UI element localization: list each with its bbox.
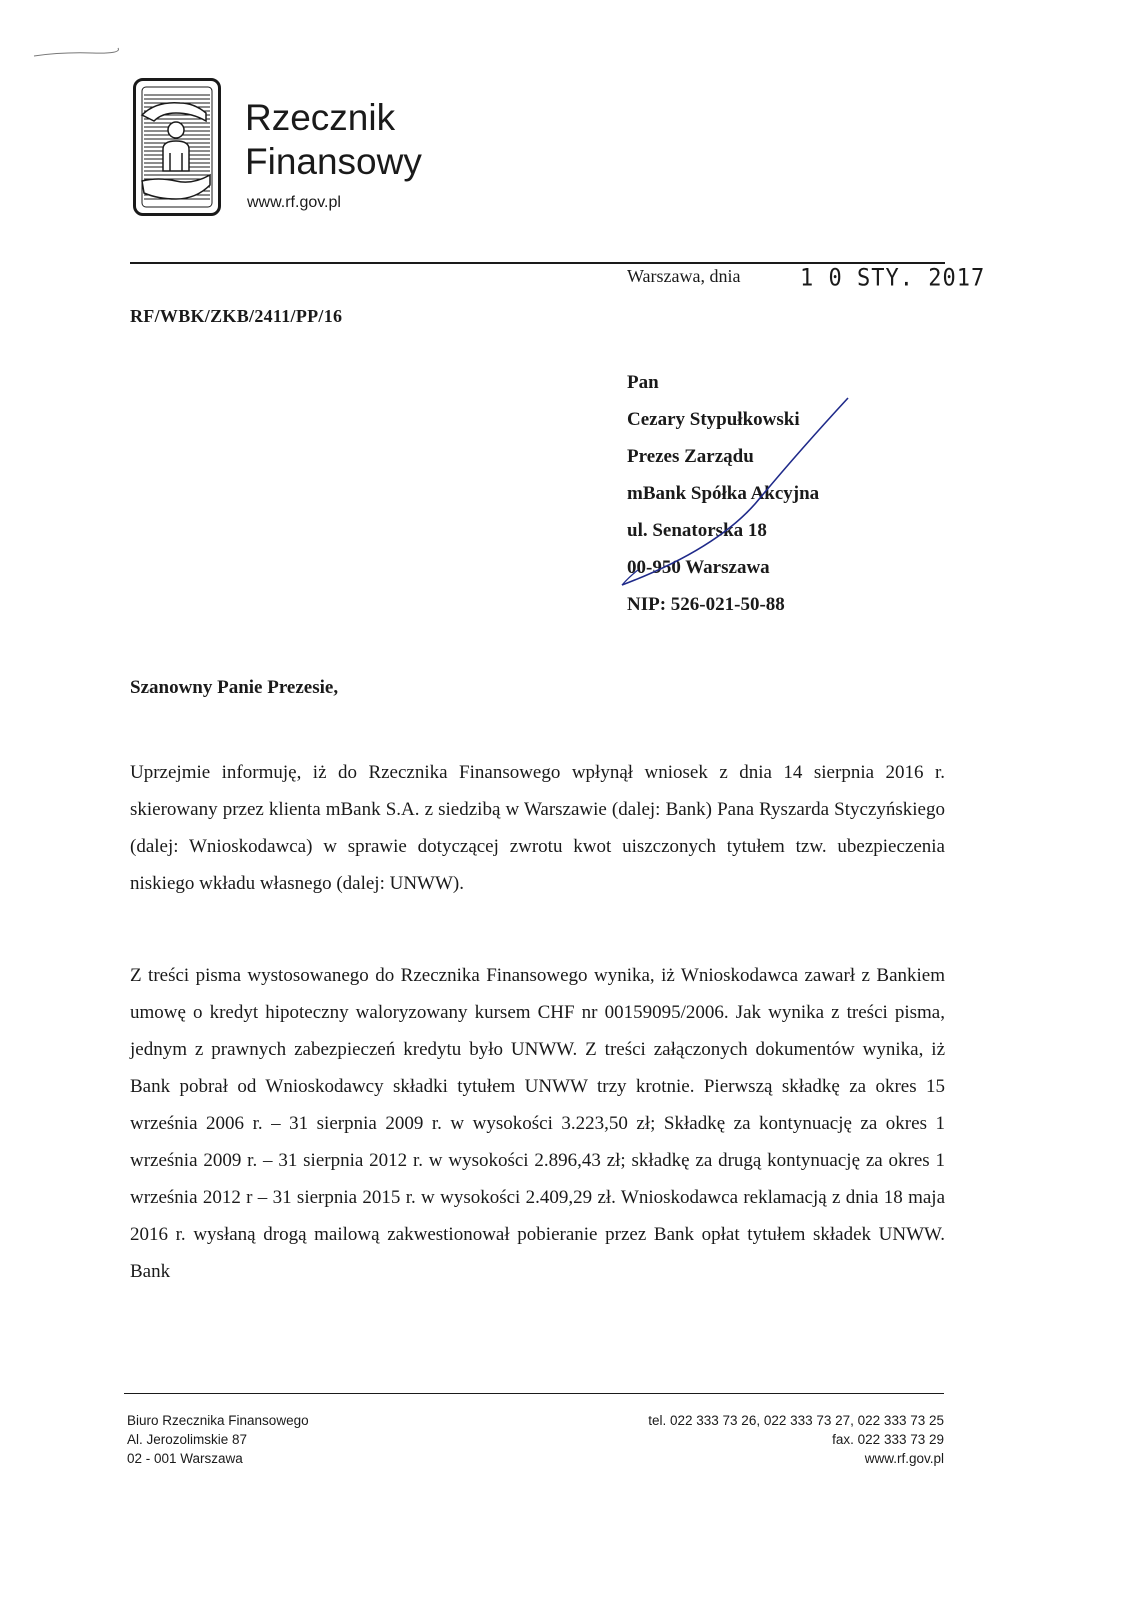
salutation: Szanowny Panie Prezesie, (130, 677, 339, 698)
footer-line: Biuro Rzecznika Finansowego (127, 1413, 309, 1428)
body-paragraph-2: Z treści pisma wystosowanego do Rzecznika Finansowego wynika, iż Wnioskodawca zawarł z Bankiem umowę o kredyt hipoteczny waloryzowany kursem CHF nr 00159095/2006. Jak wynika z treści pisma, jednym z prawnych zabezpieczeń kredytu było UNWW. Z treści załączonych dokumentów wynika, iż Bank pobrał od Wnioskodawcy składki tytułem UNWW trzy krotnie. Pierwszą składkę za okres 15 września 2006 r. – 31 sierpnia 2009 r. w wysokości 3.223,50 zł; Składkę za kontynuację za okres 1 września 2009 r. – 31 sierpnia 2012 r. w wysokości 2.896,43 zł; składkę za drugą kontynuację za okres 1 września 2012 r – 31 sierpnia 2015 r. w wysokości 2.409,29 zł. Wnioskodawca reklamacją z dnia 18 maja 2016 r. wysłaną drogą mailową zakwestionował pobieranie przez Bank opłat tytułem składek UNWW. Bank (130, 965, 945, 1282)
logo-emblem (133, 78, 221, 216)
date-label: Warszawa, dnia (627, 266, 741, 286)
recipient-line: Pan (627, 372, 659, 393)
recipient-line: NIP: 526-021-50-88 (627, 594, 785, 615)
recipient-line: ul. Senatorska 18 (627, 520, 767, 541)
footer-url[interactable]: www.rf.gov.pl (864, 1451, 944, 1466)
logo-url[interactable]: www.rf.gov.pl (247, 194, 341, 211)
scan-mark (32, 46, 122, 60)
footer-line: Al. Jerozolimskie 87 (127, 1432, 248, 1447)
hands-person-icon (136, 81, 218, 213)
date-stamp: 1 0 STY. 2017 (800, 264, 986, 293)
logo-title-line2: Finansowy (245, 141, 422, 182)
logo-title (245, 96, 422, 184)
body-paragraph-1: Uprzejmie informuję, iż do Rzecznika Finansowego wpłynął wniosek z dnia 14 sierpnia 2016 r. skierowany przez klienta mBank S.A. z siedzibą w Warszawie (dalej: Bank) Pana Ryszarda Styczyńskiego (dalej: Wnioskodawca) w sprawie dotyczącej zwrotu kwot uiszczonych tytułem tzw. ubezpieczenia niskiego wkładu własnego (dalej: UNWW). (130, 762, 945, 894)
footer-line: 02 - 001 Warszawa (127, 1451, 243, 1466)
footer-address (127, 1411, 309, 1468)
reference-number: RF/WBK/ZKB/2411/PP/16 (130, 306, 343, 326)
recipient-line: mBank Spółka Akcyjna (627, 483, 820, 504)
logo-title-line1: Rzecznik (245, 97, 396, 138)
recipient-line: 00-950 Warszawa (627, 557, 770, 578)
footer-phone: tel. 022 333 73 26, 022 333 73 27, 022 333 73 25 (648, 1413, 944, 1428)
recipient-line: Cezary Stypułkowski (627, 409, 800, 430)
handwritten-stroke (600, 380, 860, 610)
footer-divider (124, 1393, 944, 1394)
footer-contact (648, 1411, 944, 1468)
header-divider (130, 262, 945, 264)
footer-fax: fax. 022 333 73 29 (832, 1432, 944, 1447)
recipient-line: Prezes Zarządu (627, 446, 754, 467)
